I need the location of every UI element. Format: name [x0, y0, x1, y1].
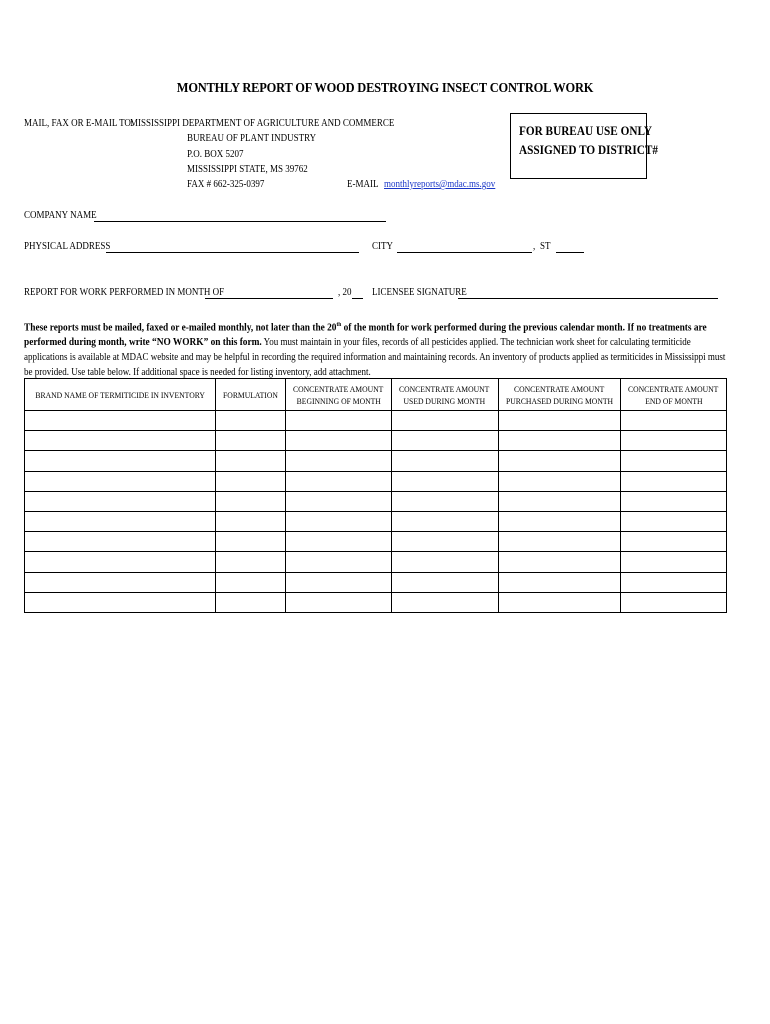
header-formulation: FORMULATION: [216, 379, 286, 411]
table-cell[interactable]: [620, 451, 726, 471]
table-cell[interactable]: [286, 411, 391, 431]
table-row: [25, 572, 727, 592]
instructions-bold-1: These reports must be mailed, faxed or e-mailed monthly, not later than the 20: [24, 322, 337, 334]
mail-to-label: MAIL, FAX OR E-MAIL TO:: [24, 118, 134, 129]
table-cell[interactable]: [216, 411, 286, 431]
year-field[interactable]: [352, 298, 363, 299]
table-header-row: [25, 379, 727, 411]
report-month-label: REPORT FOR WORK PERFORMED IN MONTH OF: [24, 287, 225, 298]
instructions-bold-2: of the month for work performed during the previous calendar month. If no treatments are performed during month, write “NO WORK” on this form.: [24, 322, 707, 349]
table-cell[interactable]: [286, 471, 391, 491]
table-cell[interactable]: [498, 451, 620, 471]
table-cell[interactable]: [620, 511, 726, 531]
table-cell[interactable]: [25, 431, 216, 451]
email-link[interactable]: monthlyreports@mdac.ms.gov: [384, 179, 496, 190]
table-cell[interactable]: [25, 552, 216, 572]
table-cell[interactable]: [620, 431, 726, 451]
header-end-of-month: CONCENTRATE AMOUNT END OF MONTH: [620, 379, 726, 411]
table-cell[interactable]: [286, 532, 391, 552]
header-purchased-during-month: CONCENTRATE AMOUNT PURCHASED DURING MONTH: [498, 379, 620, 411]
table-cell[interactable]: [620, 491, 726, 511]
table-cell[interactable]: [391, 431, 498, 451]
table-cell[interactable]: [216, 471, 286, 491]
table-cell[interactable]: [391, 532, 498, 552]
city-field[interactable]: [397, 252, 532, 253]
table-cell[interactable]: [391, 552, 498, 572]
table-cell[interactable]: [25, 532, 216, 552]
table-row: [25, 451, 727, 471]
licensee-signature-label: LICENSEE SIGNATURE: [372, 287, 467, 298]
page-title: MONTHLY REPORT OF WOOD DESTROYING INSECT CONTROL WORK: [176, 80, 594, 95]
table-cell[interactable]: [286, 592, 391, 612]
table-cell[interactable]: [498, 411, 620, 431]
table-cell[interactable]: [25, 411, 216, 431]
table-cell[interactable]: [25, 572, 216, 592]
table-cell[interactable]: [25, 471, 216, 491]
table-cell[interactable]: [286, 552, 391, 572]
table-cell[interactable]: [498, 552, 620, 572]
instructions-superscript: th: [336, 322, 342, 328]
table-cell[interactable]: [620, 552, 726, 572]
table-cell[interactable]: [498, 592, 620, 612]
table-cell[interactable]: [286, 511, 391, 531]
table-cell[interactable]: [25, 491, 216, 511]
instructions: [24, 318, 726, 380]
table-cell[interactable]: [25, 451, 216, 471]
physical-address-field[interactable]: [106, 252, 359, 253]
table-cell[interactable]: [286, 451, 391, 471]
table-cell[interactable]: [498, 471, 620, 491]
mail-to-line-4: MISSISSIPPI STATE, MS 39762: [187, 164, 308, 175]
header-used-during-month: CONCENTRATE AMOUNT USED DURING MONTH: [391, 379, 498, 411]
mail-to-line-5: FAX # 662-325-0397: [187, 179, 265, 190]
table-cell[interactable]: [216, 572, 286, 592]
table-cell[interactable]: [286, 572, 391, 592]
table-cell[interactable]: [216, 552, 286, 572]
table-cell[interactable]: [216, 431, 286, 451]
licensee-signature-field[interactable]: [458, 298, 718, 299]
table-cell[interactable]: [498, 572, 620, 592]
table-cell[interactable]: [620, 592, 726, 612]
year-prefix: , 20: [338, 287, 352, 298]
st-field[interactable]: [556, 252, 584, 253]
table-cell[interactable]: [216, 511, 286, 531]
report-month-field[interactable]: [205, 298, 333, 299]
table-row: [25, 471, 727, 491]
company-name-field[interactable]: [94, 221, 386, 222]
table-cell[interactable]: [391, 411, 498, 431]
table-cell[interactable]: [216, 532, 286, 552]
table-cell[interactable]: [498, 532, 620, 552]
table-cell[interactable]: [216, 451, 286, 471]
table-cell[interactable]: [391, 451, 498, 471]
company-name-label: COMPANY NAME: [24, 210, 97, 221]
mail-to-line-3: P.O. BOX 5207: [187, 149, 244, 160]
table-cell[interactable]: [391, 572, 498, 592]
physical-address-label: PHYSICAL ADDRESS: [24, 241, 111, 252]
table-cell[interactable]: [498, 511, 620, 531]
table-row: [25, 431, 727, 451]
email-label: [347, 179, 495, 190]
table-cell[interactable]: [498, 431, 620, 451]
header-brand-name: BRAND NAME OF TERMITICIDE IN INVENTORY: [25, 379, 216, 411]
table-cell[interactable]: [216, 592, 286, 612]
table-cell[interactable]: [391, 491, 498, 511]
table-cell[interactable]: [25, 592, 216, 612]
bureau-use-box: [510, 113, 659, 179]
bureau-use-only: FOR BUREAU USE ONLY: [519, 124, 653, 138]
header-beginning-of-month: CONCENTRATE AMOUNT BEGINNING OF MONTH: [286, 379, 391, 411]
email-label-text: E-MAIL: [347, 179, 379, 190]
table-cell[interactable]: [391, 511, 498, 531]
table-row: [25, 491, 727, 511]
table-cell[interactable]: [620, 532, 726, 552]
table-cell[interactable]: [286, 491, 391, 511]
table-cell[interactable]: [498, 491, 620, 511]
table-row: [25, 552, 727, 572]
inventory-table: [24, 378, 727, 613]
city-label: CITY: [372, 241, 394, 252]
table-cell[interactable]: [25, 511, 216, 531]
mail-to-line-2: BUREAU OF PLANT INDUSTRY: [187, 133, 317, 144]
comma: ,: [533, 241, 536, 252]
table-row: [25, 532, 727, 552]
table-row: [25, 592, 727, 612]
table-cell[interactable]: [620, 572, 726, 592]
table-row: [25, 511, 727, 531]
table-cell[interactable]: [391, 592, 498, 612]
table-cell[interactable]: [620, 411, 726, 431]
table-cell[interactable]: [391, 471, 498, 491]
assigned-district: ASSIGNED TO DISTRICT#: [519, 143, 659, 157]
mail-to-line-1: MISSISSIPPI DEPARTMENT OF AGRICULTURE AND COMMERCE: [130, 118, 395, 129]
instructions-normal: You must maintain in your files, records of all pesticides applied. The technician work sheet for calculating termiticide applications is available at MDAC website and may be helpful in recording the required information and maintaining records. An inventory of products applied as termiticides in Mississippi must be provided. Use table below. If additional space is needed for listing inventory, add attachment.: [24, 337, 726, 379]
table-cell[interactable]: [286, 431, 391, 451]
table-cell[interactable]: [216, 491, 286, 511]
table-cell[interactable]: [620, 471, 726, 491]
st-label: ST: [540, 241, 551, 252]
table-row: [25, 411, 727, 431]
